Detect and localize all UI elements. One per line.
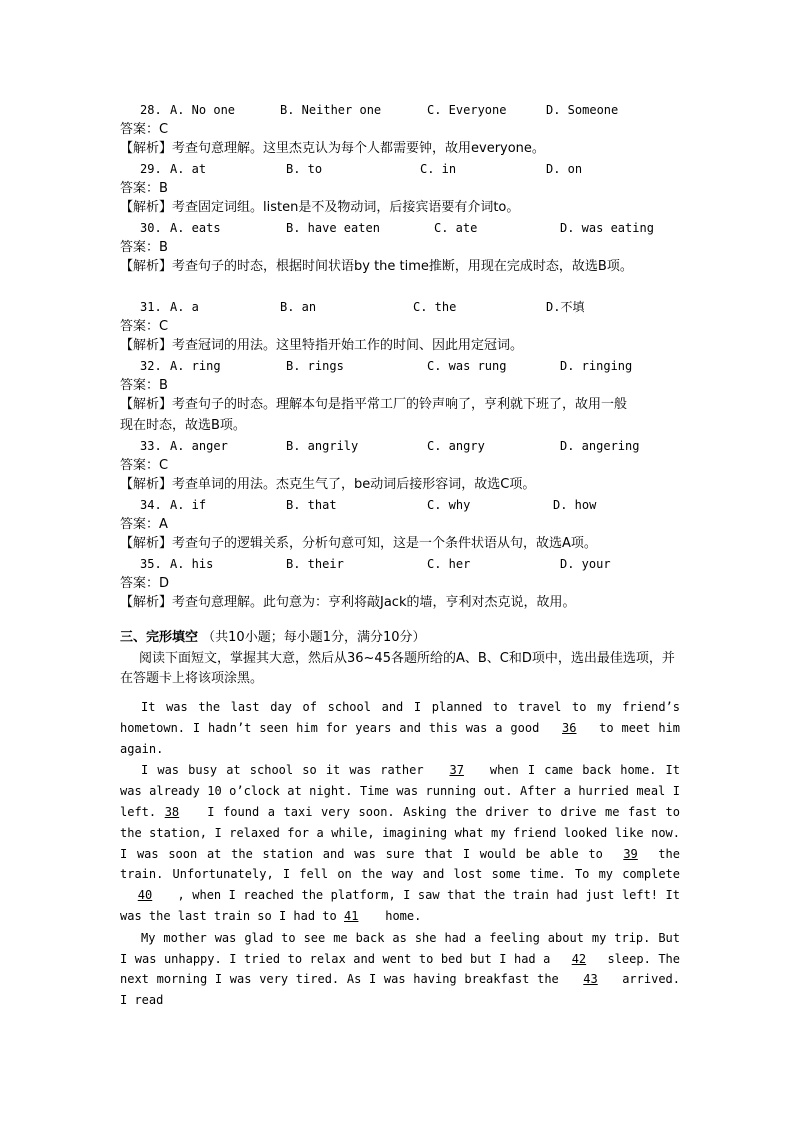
passage-text: to meet him again.: [120, 720, 680, 756]
option-c: C. in: [420, 162, 457, 176]
option-a: A. No one: [170, 103, 236, 117]
option-c: C. the: [413, 300, 457, 314]
explanation-34: 【解析】考查句子的逻辑关系，分析句意可知，这是一个条件状语从句，故选A项。: [120, 536, 597, 551]
passage-text: It was the last day of school and I planned to travel to my friend’s hometown. I hadn’t seen him for years and this was a good: [120, 700, 680, 735]
passage-paragraph-2: [120, 760, 680, 926]
answer-35: 答案：D: [120, 576, 170, 591]
passage-text: I was busy at school so it was rather: [141, 763, 424, 778]
passage-paragraph-1: [120, 697, 680, 759]
question-33-options: [120, 436, 680, 457]
option-d: D.不填: [546, 300, 585, 314]
option-d: D. Someone: [546, 103, 619, 117]
passage-paragraph-3: [120, 928, 680, 1011]
option-b: B. their: [286, 557, 344, 571]
option-d: D. ringing: [560, 359, 633, 373]
explanation-31: 【解析】考查冠词的用法。这里特指开始工作的时间、因此用定冠词。: [120, 338, 524, 353]
passage-text: My mother was glad to see me back as she had a feeling about my trip. But I was unhappy. I tried to relax and went to bed but I had a: [120, 930, 680, 966]
option-b: B. rings: [286, 359, 344, 373]
blank-40: 40: [137, 888, 153, 903]
option-b: B. angrily: [286, 439, 359, 453]
option-c: C. her: [427, 557, 471, 571]
question-number: 30.: [140, 221, 162, 235]
section-heading: 三、完形填空: [120, 630, 199, 645]
section-subtitle: （共10小题；每小题1分，满分10分）: [202, 630, 426, 645]
question-number: 33.: [140, 439, 162, 453]
spacer: [120, 277, 680, 297]
option-b: B. an: [280, 300, 317, 314]
option-b: B. Neither one: [280, 103, 382, 117]
option-c: C. ate: [434, 221, 478, 235]
passage-text: , when I reached the platform, I saw that the train had just left! It was the last train so I had to: [120, 888, 680, 923]
question-number: 32.: [140, 359, 162, 373]
passage-text: home.: [385, 908, 422, 923]
blank-36: 36: [562, 720, 577, 735]
question-28-options: [120, 100, 680, 121]
question-30-options: [120, 218, 680, 239]
option-d: D. was eating: [560, 221, 654, 235]
option-a: A. a: [170, 300, 199, 314]
question-number: 31.: [140, 300, 162, 314]
question-32-options: [120, 356, 680, 377]
option-a: A. eats: [170, 221, 221, 235]
option-d: D. how: [553, 498, 597, 512]
option-c: C. why: [427, 498, 471, 512]
answer-32: 答案：B: [120, 378, 168, 393]
blank-37: 37: [449, 763, 464, 778]
option-a: A. his: [170, 557, 214, 571]
question-number: 28.: [140, 103, 162, 117]
blank-41: 41: [343, 908, 359, 923]
option-d: D. on: [546, 162, 583, 176]
option-b: B. to: [286, 162, 323, 176]
question-29-options: [120, 159, 680, 180]
explanation-32-line-2: 现在时态，故选B项。: [120, 418, 246, 433]
answer-30: 答案：B: [120, 240, 168, 255]
blank-43: 43: [583, 972, 598, 987]
passage-text: I found a taxi very soon. Asking the driver to drive me fast to the station, I relaxed for a while, imagining what my friend looked like now. I was soon at the station and was sure that I would be able to: [120, 804, 680, 861]
question-31-options: [120, 297, 680, 318]
question-34-options: [120, 495, 680, 516]
document-body: [120, 100, 680, 1011]
explanation-33: 【解析】考查单词的用法。杰克生气了，be动词后接形容词，故选C项。: [120, 477, 536, 492]
answer-29: 答案：B: [120, 181, 168, 196]
blank-42: 42: [571, 951, 587, 966]
answer-33: 答案：C: [120, 458, 169, 473]
question-number: 35.: [140, 557, 162, 571]
option-b: B. that: [286, 498, 337, 512]
explanation-29: 【解析】考查固定词组。listen是不及物动词，后接宾语要有介词to。: [120, 200, 520, 215]
question-number: 29.: [140, 162, 162, 176]
passage-text: arrived. I read: [120, 972, 680, 1008]
section-title: [120, 627, 680, 649]
option-a: A. ring: [170, 359, 221, 373]
answer-34: 答案：A: [120, 517, 168, 532]
option-a: A. anger: [170, 439, 228, 453]
question-35-options: [120, 554, 680, 575]
explanation-28: 【解析】考查句意理解。这里杰克认为每个人都需要钟，故用everyone。: [120, 141, 545, 156]
passage-text: the train. Unfortunately, I fell on the way and lost some time. To my complete: [120, 846, 680, 882]
option-b: B. have eaten: [286, 221, 380, 235]
blank-38: 38: [164, 804, 180, 819]
option-d: D. your: [560, 557, 611, 571]
question-number: 34.: [140, 498, 162, 512]
explanation-35: 【解析】考查句意理解。此句意为：亨利将敲Jack的墙，亨利对杰克说，故用。: [120, 595, 576, 610]
option-c: C. angry: [427, 439, 485, 453]
blank-39: 39: [623, 846, 638, 861]
section-instructions: 阅读下面短文，掌握其大意，然后从36~45各题所给的A、B、C和D项中，选出最佳选项，并在答题卡上将该项涂黑。: [120, 651, 675, 686]
explanation-32-line-1: 【解析】考查句子的时态。理解本句是指平常工厂的铃声响了，亨利就下班了，故用一般: [120, 397, 628, 412]
answer-31: 答案：C: [120, 319, 169, 334]
answer-28: 答案：C: [120, 122, 169, 137]
option-c: C. Everyone: [427, 103, 507, 117]
option-a: A. if: [170, 498, 207, 512]
option-d: D. angering: [560, 439, 640, 453]
option-c: C. was rung: [427, 359, 507, 373]
passage-text: when I came back home. It was already 10 o’clock at night. Time was running out. After a hurried meal I left.: [120, 763, 680, 819]
passage-text: sleep. The next morning I was very tired. As I was having breakfast the: [120, 951, 680, 987]
explanation-30: 【解析】考查句子的时态，根据时间状语by the time推断，用现在完成时态，故选B项。: [120, 259, 633, 274]
option-a: A. at: [170, 162, 207, 176]
